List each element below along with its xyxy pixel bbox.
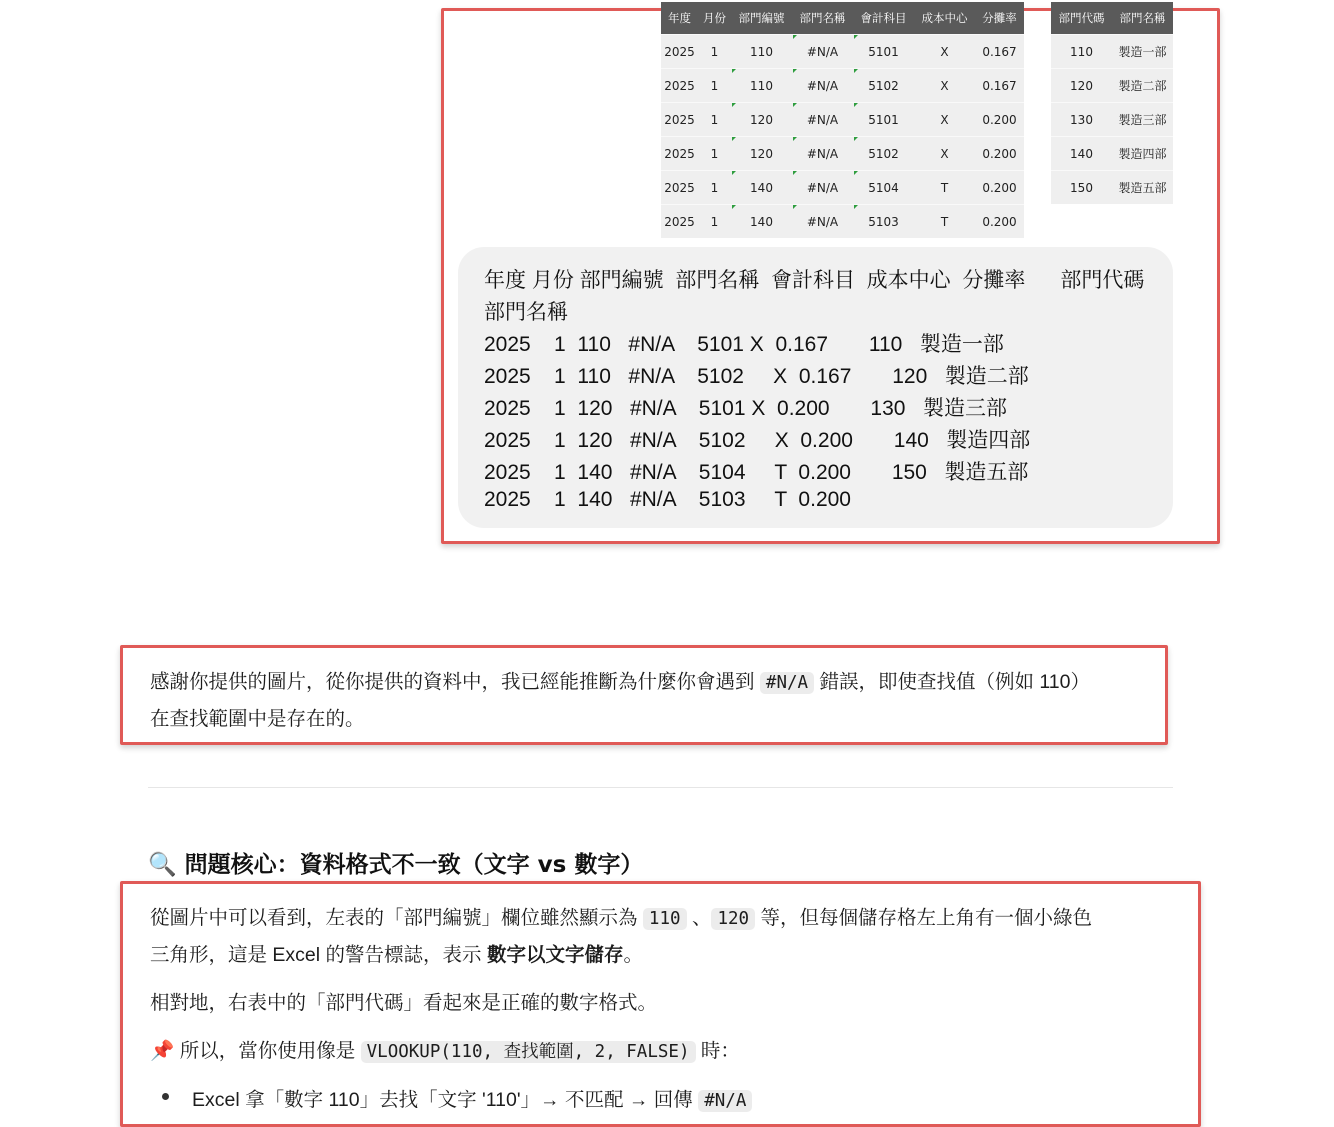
pasted-row: 2025 1 110 #N/A 5102 X 0.167 120 製造二部 [484,365,1029,388]
inline-code: 120 [711,908,755,930]
table-cell[interactable]: 0.167 [975,69,1024,103]
table-cell[interactable]: 1 [698,205,731,239]
table-row [1051,69,1173,103]
pasted-row: 2025 1 140 #N/A 5103 T 0.200 [484,488,851,511]
explain-text: 時： [695,1040,740,1062]
table-cell[interactable]: 0.200 [975,171,1024,205]
table-cell[interactable]: 0.200 [975,137,1024,171]
table-cell-error[interactable]: #N/A [792,205,853,239]
left-table-header: 分攤率 [975,2,1024,35]
table-cell[interactable]: 製造一部 [1112,35,1173,69]
table-row [661,137,1024,171]
table-cell[interactable]: 1 [698,137,731,171]
table-cell[interactable]: 140 [731,205,792,239]
table-cell[interactable]: 2025 [661,69,698,103]
intro-text: 錯誤，即使查找值（例如 110） [814,671,1091,693]
explain-paragraph-3 [150,1035,740,1063]
table-cell[interactable]: 2025 [661,137,698,171]
table-row [1051,171,1173,205]
table-cell[interactable]: 0.167 [975,35,1024,69]
explain-text: 從圖片中可以看到，左表的「部門編號」欄位雖然顯示為 [150,907,643,929]
pasted-row: 2025 1 120 #N/A 5102 X 0.200 140 製造四部 [484,429,1031,452]
pasted-row: 2025 1 140 #N/A 5104 T 0.200 150 製造五部 [484,461,1029,484]
pasted-header-line: 年度 月份 部門編號 部門名稱 會計科目 成本中心 分攤率 部門代碼 [484,269,1145,292]
table-cell[interactable]: 1 [698,35,731,69]
table-row [661,171,1024,205]
explain-text: 所以，當你使用像是 [174,1040,361,1062]
table-cell[interactable]: 1 [698,69,731,103]
intro-line-1 [150,666,1090,694]
table-cell[interactable]: 2025 [661,205,698,239]
table-row [1051,137,1173,171]
table-cell[interactable]: 2025 [661,171,698,205]
table-cell[interactable]: 110 [731,69,792,103]
right-table-header: 部門代碼 [1051,2,1112,35]
table-cell[interactable]: T [914,205,975,239]
inline-code: #N/A [760,672,814,694]
table-cell-error[interactable]: #N/A [792,69,853,103]
bold-text: 數字以文字儲存 [486,944,624,966]
explain-line-2 [150,939,643,967]
table-cell-error[interactable]: #N/A [792,171,853,205]
table-cell[interactable]: 5102 [853,69,914,103]
table-cell[interactable]: 120 [731,137,792,171]
inline-code: #N/A [698,1090,752,1112]
explain-text: 。 [623,944,643,966]
table-cell[interactable]: 0.200 [975,103,1024,137]
table-cell[interactable]: 製造三部 [1112,103,1173,137]
table-cell[interactable]: 1 [698,103,731,137]
table-cell[interactable]: 2025 [661,103,698,137]
table-row [1051,35,1173,69]
table-cell[interactable]: 5102 [853,137,914,171]
table-cell[interactable]: 5101 [853,35,914,69]
table-cell[interactable]: 製造五部 [1112,171,1173,205]
explain-text: 等，但每個儲存格左上角有一個小綠色 [755,907,1092,929]
table-cell[interactable]: 120 [1051,69,1112,103]
table-cell[interactable]: 150 [1051,171,1112,205]
inline-code: 110 [643,908,687,930]
section-heading [148,846,643,879]
left-table-header: 月份 [698,2,731,35]
table-cell[interactable]: 110 [731,35,792,69]
pushpin-icon: 📌 [150,1040,175,1062]
table-row [661,35,1024,69]
table-cell[interactable]: 1 [698,171,731,205]
right-excel-table [1051,2,1173,204]
table-cell[interactable]: 5101 [853,103,914,137]
left-table-header: 部門編號 [731,2,792,35]
pasted-row: 2025 1 110 #N/A 5101 X 0.167 110 製造一部 [484,333,1004,356]
pasted-row: 2025 1 120 #N/A 5101 X 0.200 130 製造三部 [484,397,1007,420]
table-cell[interactable]: 120 [731,103,792,137]
table-cell[interactable]: 製造四部 [1112,137,1173,171]
bullet-item [192,1084,752,1112]
bullet-text: Excel 拿「數字 110」去找「文字 '110'」→ 不匹配 → 回傳 [192,1089,699,1111]
left-table-header: 會計科目 [853,2,914,35]
left-table-header: 部門名稱 [792,2,853,35]
left-table-header: 成本中心 [914,2,975,35]
left-table-header: 年度 [661,2,698,35]
right-table-header-row [1051,2,1173,35]
intro-text: 感謝你提供的圖片，從你提供的資料中，我已經能推斷為什麼你會遇到 [150,671,760,693]
table-cell[interactable]: 140 [1051,137,1112,171]
table-row [661,103,1024,137]
table-cell-error[interactable]: #N/A [792,137,853,171]
table-row [661,205,1024,239]
explain-line-1 [150,902,1092,930]
table-cell[interactable]: 0.200 [975,205,1024,239]
table-cell[interactable]: 130 [1051,103,1112,137]
section-divider [148,787,1173,788]
table-cell[interactable]: 140 [731,171,792,205]
table-cell[interactable]: 製造二部 [1112,69,1173,103]
table-cell[interactable]: 2025 [661,35,698,69]
magnifier-icon: 🔍 [148,852,177,878]
table-cell[interactable]: X [914,69,975,103]
table-cell-error[interactable]: #N/A [792,35,853,69]
pasted-header-line: 部門名稱 [484,301,568,324]
explain-text: 、 [686,907,712,929]
explain-text: 三角形，這是 Excel 的警告標誌，表示 [150,944,487,966]
right-table-header: 部門名稱 [1112,2,1173,35]
left-excel-table [661,2,1024,238]
table-row [1051,103,1173,137]
table-cell[interactable]: 5103 [853,205,914,239]
table-cell[interactable]: X [914,137,975,171]
table-cell[interactable]: 5104 [853,171,914,205]
table-row [661,69,1024,103]
table-cell-error[interactable]: #N/A [792,103,853,137]
left-table-header-row [661,2,1024,35]
table-cell[interactable]: X [914,103,975,137]
intro-line-2: 在查找範圍中是存在的。 [150,708,365,730]
bullet-dot [162,1093,169,1100]
inline-code: VLOOKUP(110, 查找範圍, 2, FALSE) [361,1041,696,1063]
table-cell[interactable]: T [914,171,975,205]
section-title: 問題核心：資料格式不一致（文字 vs 數字） [184,852,644,878]
explain-paragraph-2: 相對地，右表中的「部門代碼」看起來是正確的數字格式。 [150,992,658,1014]
table-cell[interactable]: 110 [1051,35,1112,69]
table-cell[interactable]: X [914,35,975,69]
